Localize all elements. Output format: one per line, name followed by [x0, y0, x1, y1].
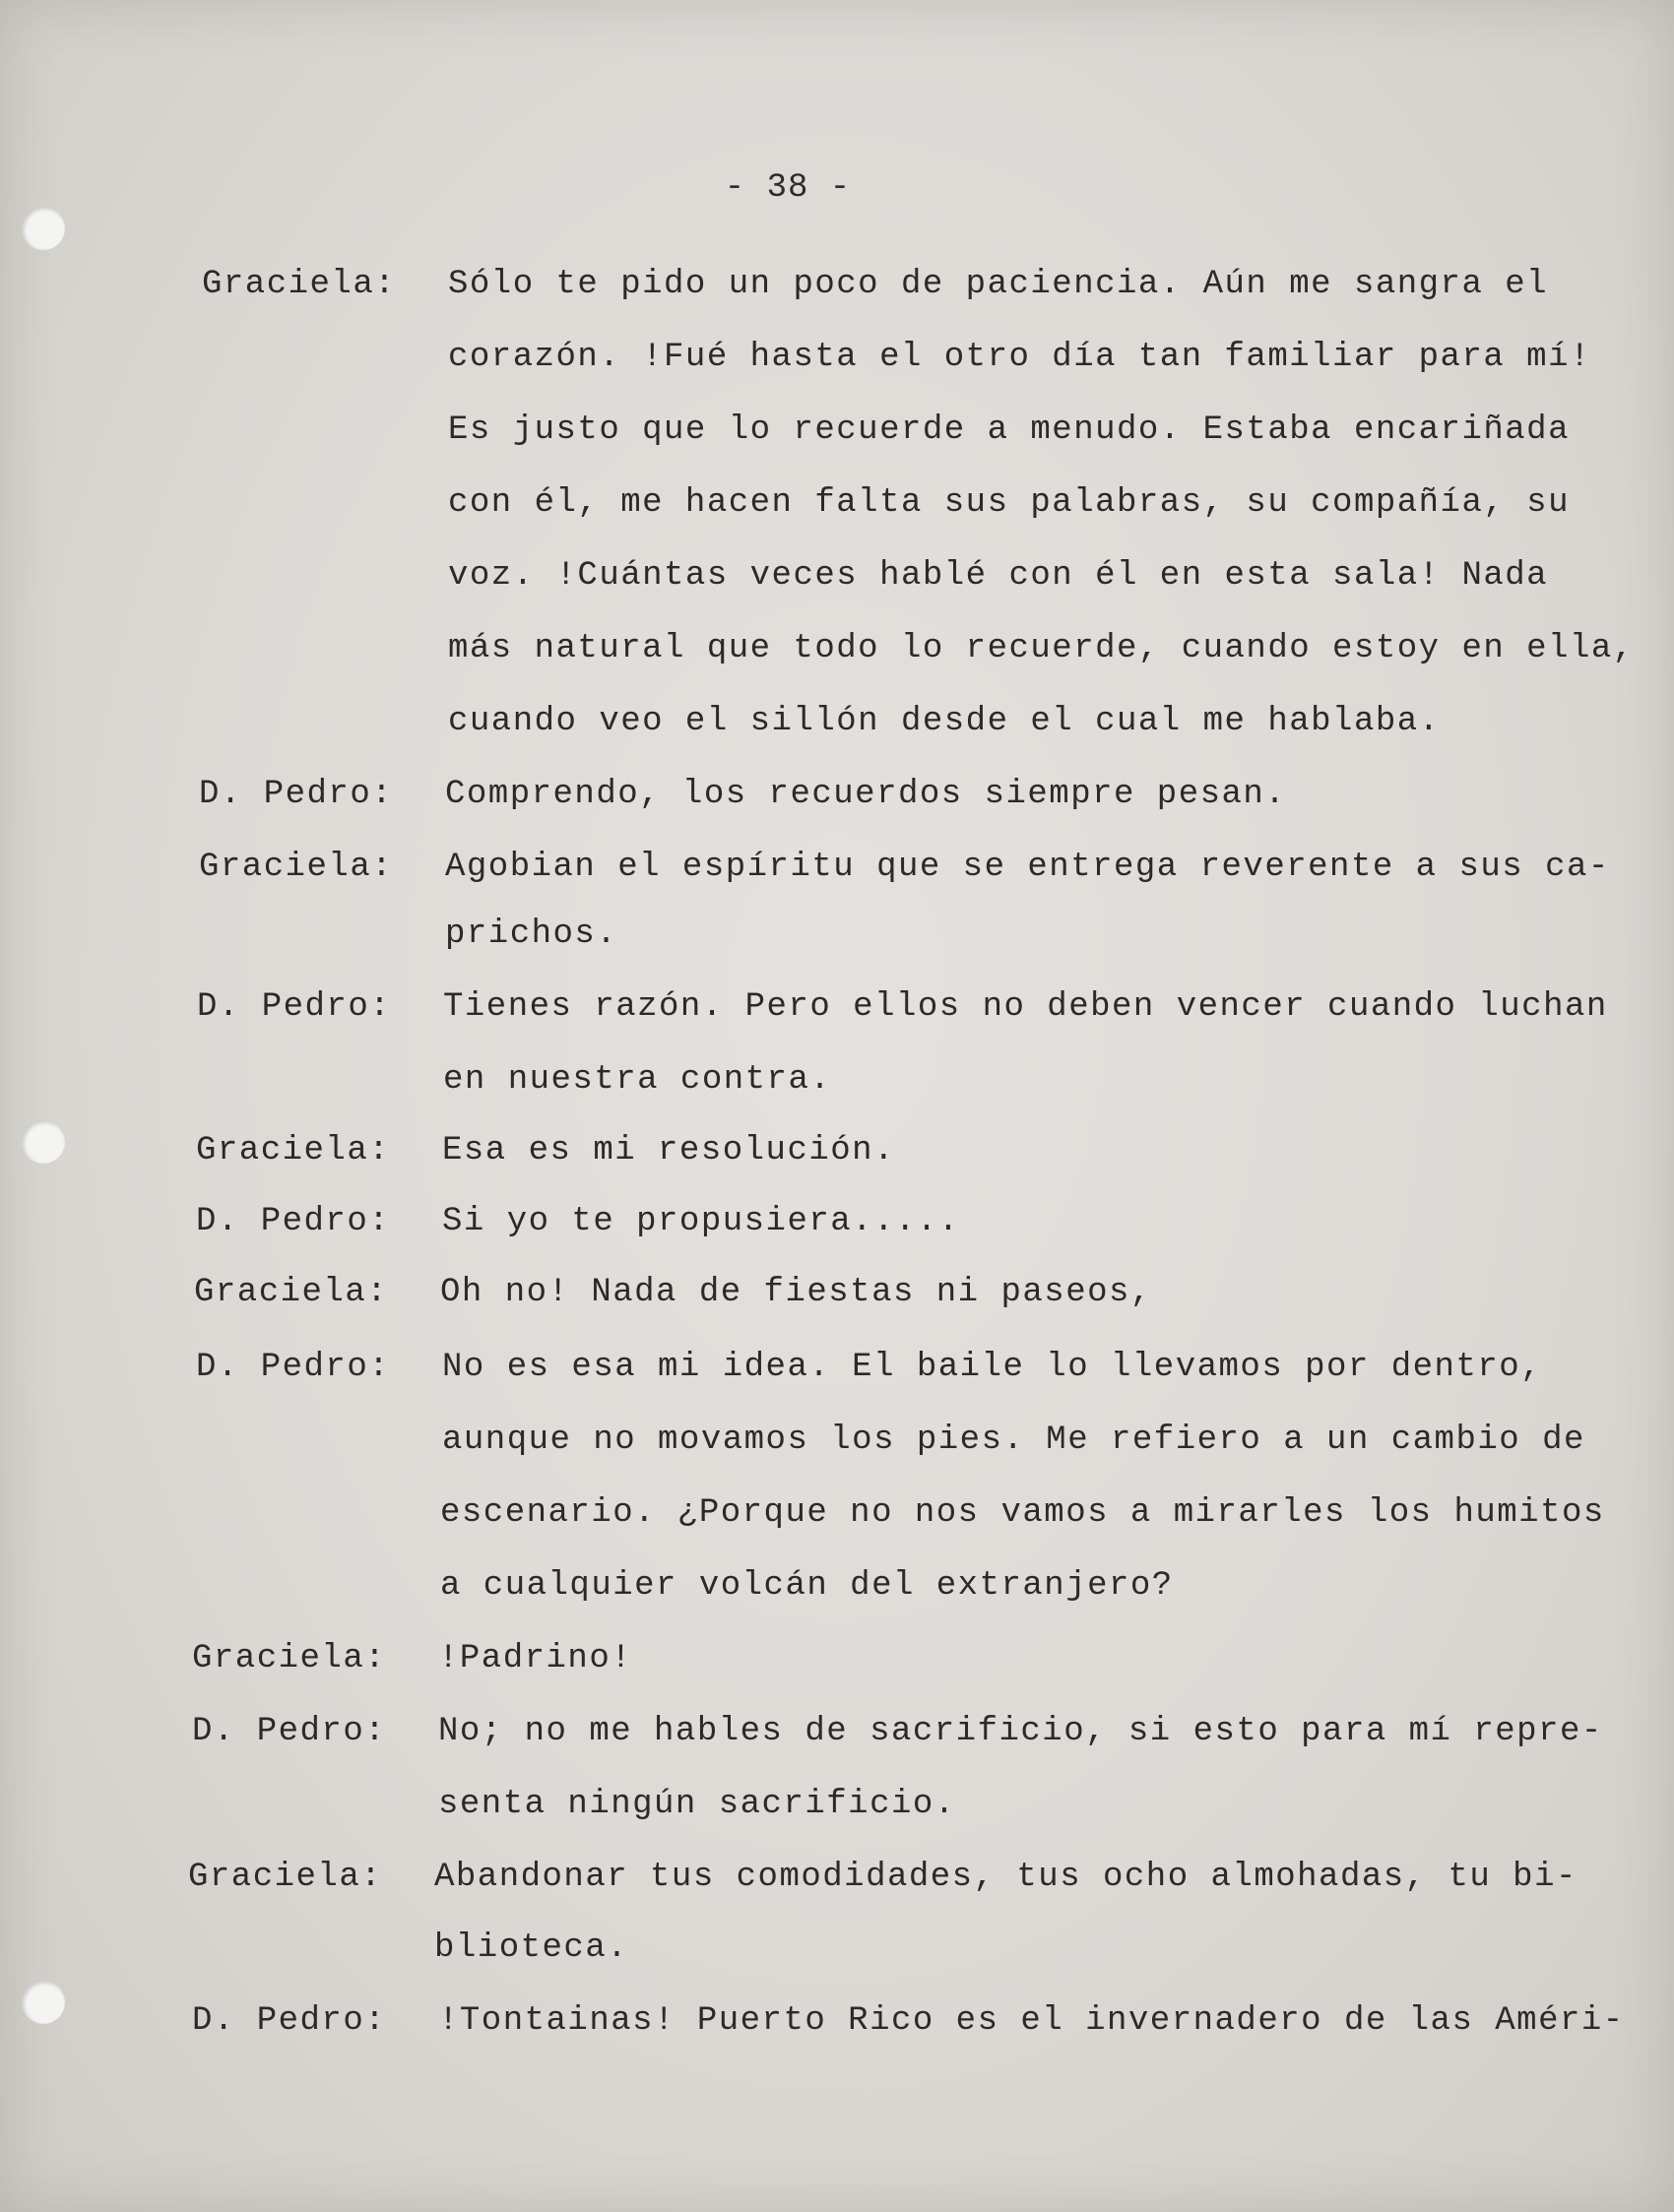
- dialogue-line: a cualquier volcán del extranjero?: [440, 1567, 1174, 1605]
- dialogue-line: más natural que todo lo recuerde, cuando estoy en ella,: [448, 630, 1635, 667]
- dialogue-line: !Padrino!: [438, 1640, 633, 1677]
- page-number: - 38 -: [724, 169, 852, 207]
- dialogue-line: cuando veo el sillón desde el cual me hablaba.: [448, 703, 1441, 740]
- dialogue-line: Sólo te pido un poco de paciencia. Aún me sangra el: [448, 266, 1549, 303]
- speaker-name: Graciela:: [199, 849, 394, 886]
- speaker-name: D. Pedro:: [196, 1349, 391, 1386]
- dialogue-line: con él, me hacen falta sus palabras, su compañía, su: [448, 484, 1570, 522]
- dialogue-line: Comprendo, los recuerdos siempre pesan.: [445, 776, 1287, 813]
- dialogue-line: corazón. !Fué hasta el otro día tan familiar para mí!: [448, 339, 1591, 376]
- dialogue-line: Oh no! Nada de fiestas ni paseos,: [440, 1274, 1152, 1311]
- speaker-name: Graciela:: [196, 1132, 391, 1169]
- dialogue-line: Agobian el espíritu que se entrega reverente a sus ca-: [445, 849, 1610, 886]
- dialogue-line: No es esa mi idea. El baile lo llevamos por dentro,: [442, 1349, 1543, 1386]
- speaker-name: Graciela:: [202, 266, 397, 303]
- dialogue-line: escenario. ¿Porque no nos vamos a mirarles los humitos: [440, 1494, 1605, 1532]
- speaker-name: D. Pedro:: [196, 1203, 391, 1240]
- punch-hole-top: [22, 207, 65, 250]
- dialogue-line: voz. !Cuántas veces hablé con él en esta sala! Nada: [448, 557, 1549, 595]
- dialogue-line: Abandonar tus comodidades, tus ocho almohadas, tu bi-: [434, 1859, 1577, 1896]
- dialogue-line: blioteca.: [434, 1929, 629, 1967]
- dialogue-line: No; no me hables de sacrificio, si esto para mí repre-: [438, 1713, 1603, 1750]
- dialogue-line: Esa es mi resolución.: [442, 1132, 895, 1169]
- dialogue-line: en nuestra contra.: [443, 1061, 832, 1099]
- speaker-name: Graciela:: [188, 1859, 383, 1896]
- speaker-name: D. Pedro:: [192, 2002, 387, 2040]
- speaker-name: D. Pedro:: [197, 988, 392, 1026]
- speaker-name: D. Pedro:: [192, 1713, 387, 1750]
- speaker-name: Graciela:: [194, 1274, 389, 1311]
- speaker-name: Graciela:: [192, 1640, 387, 1677]
- dialogue-line: !Tontainas! Puerto Rico es el invernadero de las Améri-: [438, 2002, 1625, 2040]
- dialogue-line: aunque no movamos los pies. Me refiero a un cambio de: [442, 1422, 1585, 1459]
- dialogue-line: senta ningún sacrificio.: [438, 1786, 956, 1823]
- speaker-name: D. Pedro:: [199, 776, 394, 813]
- dialogue-line: prichos.: [445, 916, 618, 953]
- dialogue-line: Es justo que lo recuerde a menudo. Estaba encariñada: [448, 411, 1570, 449]
- punch-hole-bottom: [22, 1981, 65, 2024]
- dialogue-line: Tienes razón. Pero ellos no deben vencer cuando luchan: [443, 988, 1608, 1026]
- punch-hole-middle: [22, 1120, 65, 1164]
- dialogue-line: Si yo te propusiera.....: [442, 1203, 960, 1240]
